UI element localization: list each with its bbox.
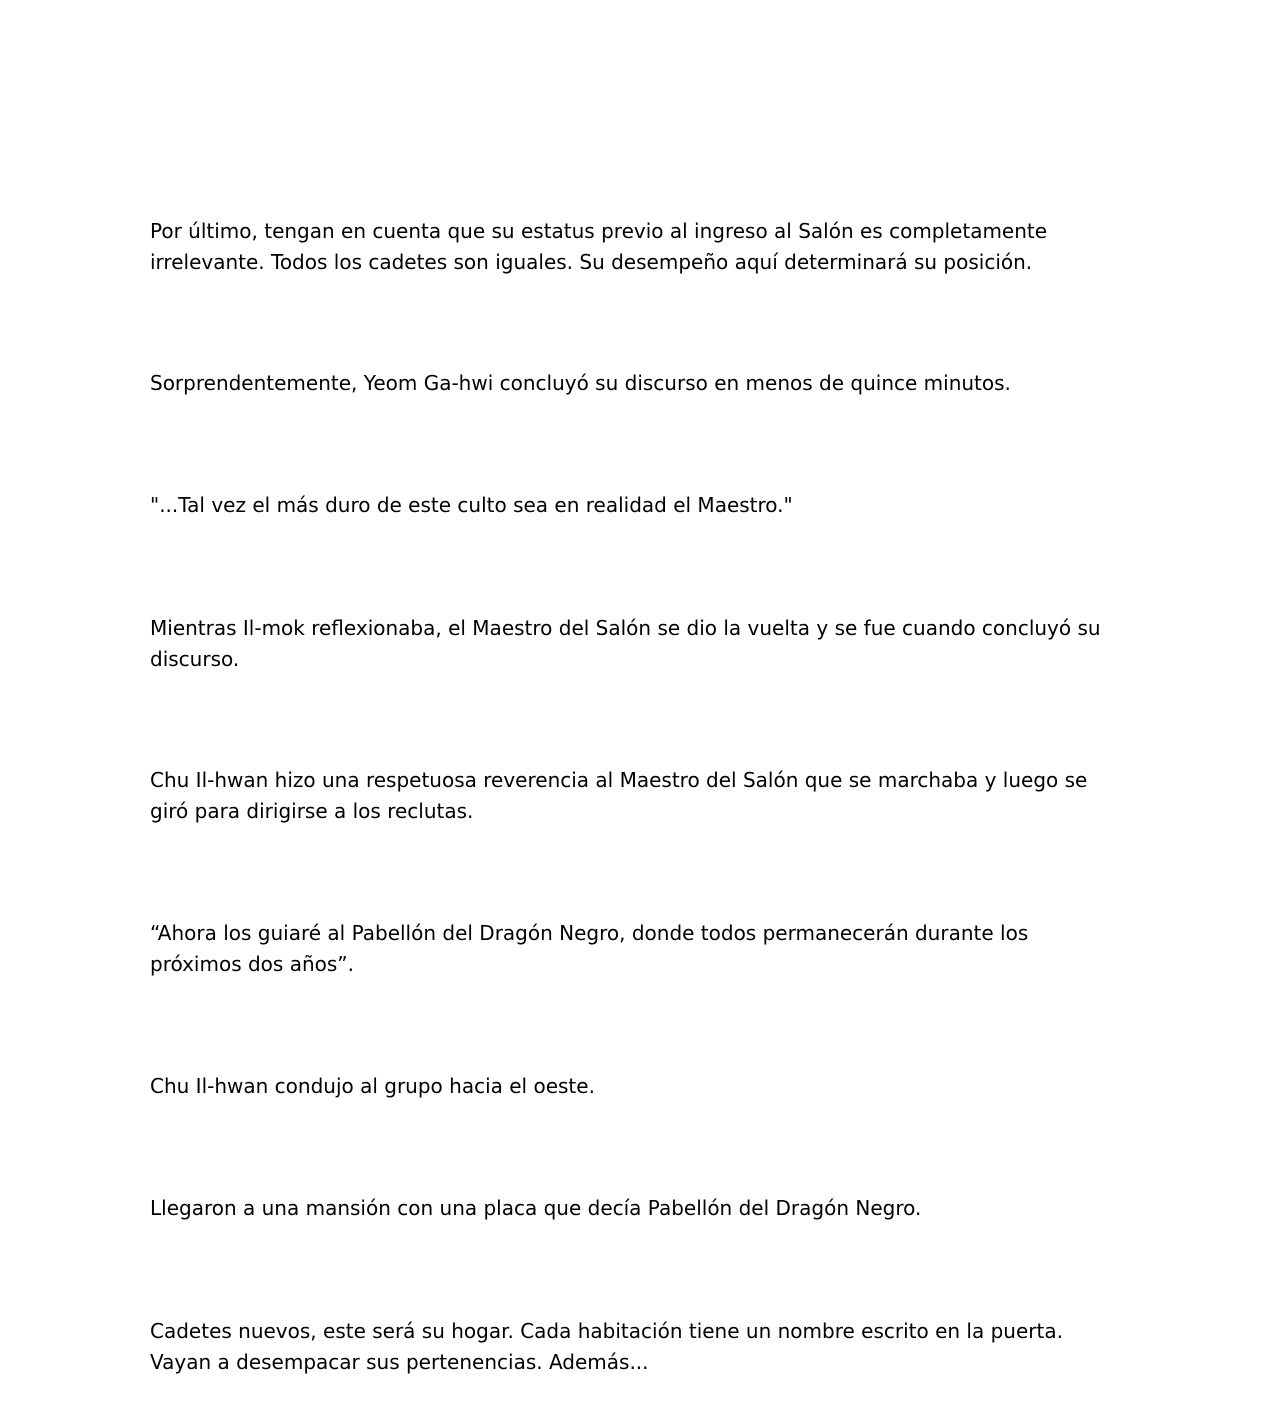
paragraph-6: “Ahora los guiaré al Pabellón del Dragón Negro, donde todos permanecerán durante los próximos dos años”. [150,921,1029,976]
paragraph-7: Chu Il-hwan condujo al grupo hacia el oeste. [150,1074,595,1098]
paragraph-9: Cadetes nuevos, este será su hogar. Cada habitación tiene un nombre escrito en la puerta. Vayan a desempacar sus pertenencias. Además... [150,1319,1063,1374]
paragraph-8: Llegaron a una mansión con una placa que decía Pabellón del Dragón Negro. [150,1196,922,1220]
paragraph-3: "...Tal vez el más duro de este culto sea en realidad el Maestro." [150,493,793,517]
paragraph-1: Por último, tengan en cuenta que su estatus previo al ingreso al Salón es completamente irrelevante. Todos los cadetes son iguales. Su desempeño aquí determinará su posición. [150,219,1048,274]
paragraph-5: Chu Il-hwan hizo una respetuosa reverencia al Maestro del Salón que se marchaba y luego se giró para dirigirse a los reclutas. [150,768,1088,823]
paragraph-2: Sorprendentemente, Yeom Ga-hwi concluyó su discurso en menos de quince minutos. [150,371,1011,395]
paragraph-4: Mientras Il-mok reflexionaba, el Maestro del Salón se dio la vuelta y se fue cuando concluyó su discurso. [150,616,1101,671]
